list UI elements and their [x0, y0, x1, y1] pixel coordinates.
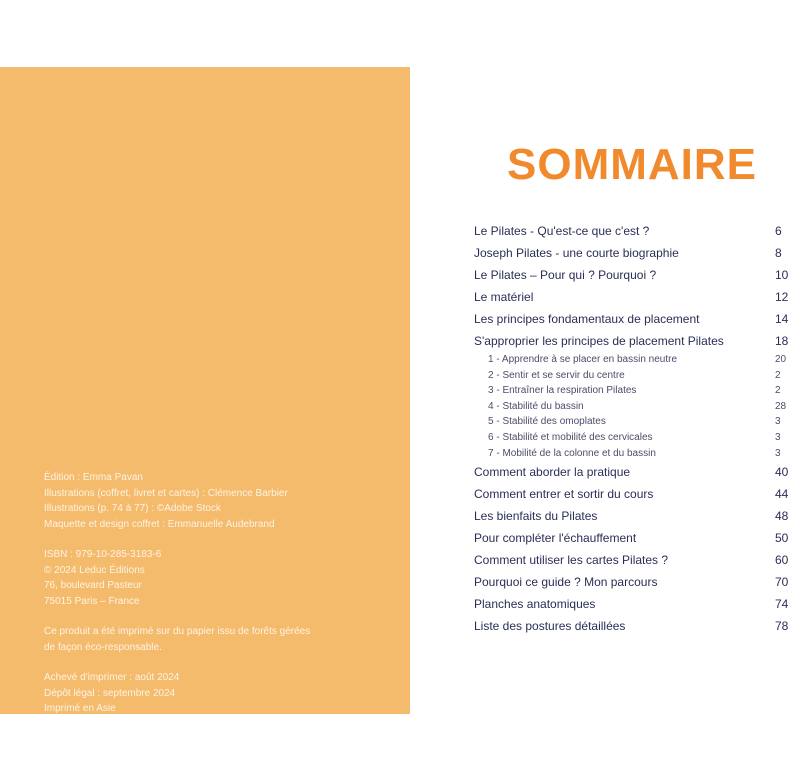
toc-subentry[interactable] [474, 430, 804, 446]
toc-entry-page: 40 [775, 465, 789, 480]
toc-entry-page: 60 [775, 553, 789, 568]
toc-entry[interactable] [474, 242, 804, 264]
publisher-line: 75015 Paris – France [44, 595, 140, 607]
toc-entry-page: 6 [775, 224, 782, 238]
toc-subentry-label: 2 - Sentir et se servir du centre [488, 369, 625, 381]
toc-subentry[interactable] [474, 399, 804, 415]
toc-subentry[interactable] [474, 352, 804, 368]
toc-subentry-page: 3 [775, 431, 781, 443]
toc-entry-page: 74 [775, 597, 789, 612]
toc-entry[interactable] [474, 264, 804, 286]
toc-entry[interactable] [474, 615, 804, 637]
eco-block [44, 624, 374, 655]
toc-subentry-page: 2 [775, 385, 781, 397]
toc-subentry-label: 7 - Mobilité de la colonne et du bassin [488, 447, 656, 459]
credit-line: Édition : Emma Pavan [44, 472, 143, 483]
toc-entry-label: Planches anatomiques [474, 597, 596, 612]
printing-block [44, 670, 374, 717]
toc-entry-label: Comment utiliser les cartes Pilates ? [474, 553, 669, 568]
toc-subentry-page: 3 [775, 416, 781, 428]
table-of-contents [474, 220, 804, 637]
toc-entry[interactable] [474, 549, 804, 571]
toc-subentry-page: 3 [775, 447, 781, 459]
toc-entry[interactable] [474, 527, 804, 549]
toc-entry-label: S'approprier les principes de placement Pilates [474, 334, 724, 348]
toc-subentry-page: 2 [775, 369, 781, 381]
toc-entry-page: 70 [775, 575, 789, 590]
toc-subentry-page: 28 [775, 400, 787, 412]
credit-line: Illustrations (p. 74 à 77) : ©Adobe Stock [44, 503, 221, 514]
credit-line: Illustrations (coffret, livret et cartes) : Clémence Barbier [44, 487, 288, 499]
printing-line: Imprimé en Asie [44, 703, 116, 714]
toc-entry-page: 78 [775, 619, 789, 634]
toc-entry-label: Les principes fondamentaux de placement [474, 312, 700, 326]
toc-entry-page: 14 [775, 312, 789, 326]
toc-title: SOMMAIRE [507, 140, 757, 189]
colophon [44, 470, 374, 732]
toc-entry[interactable] [474, 220, 804, 242]
toc-subentry-label: 1 - Apprendre à se placer en bassin neutre [488, 354, 678, 365]
toc-entry-page: 44 [775, 487, 789, 502]
publisher-line: ISBN : 979-10-285-3183-6 [44, 549, 162, 560]
toc-entry[interactable] [474, 286, 804, 308]
printing-line: Achevé d'imprimer : août 2024 [44, 672, 180, 683]
toc-entry-page: 48 [775, 509, 789, 524]
publisher-line: 76, boulevard Pasteur [44, 580, 142, 591]
toc-entry-label: Joseph Pilates - une courte biographie [474, 246, 679, 260]
toc-entry[interactable] [474, 461, 804, 483]
toc-subentry[interactable] [474, 446, 804, 462]
toc-subentry-page: 20 [775, 354, 787, 365]
publisher-block [44, 547, 374, 609]
toc-entry-label: Le Pilates – Pour qui ? Pourquoi ? [474, 268, 657, 282]
toc-subentry-label: 6 - Stabilité et mobilité des cervicales [488, 431, 653, 443]
toc-subentry[interactable] [474, 383, 804, 399]
toc-entry[interactable] [474, 330, 804, 352]
toc-entry-label: Comment aborder la pratique [474, 465, 631, 480]
toc-entry-label: Le Pilates - Qu'est-ce que c'est ? [474, 224, 650, 238]
toc-entry-label: Le matériel [474, 290, 534, 304]
toc-entry-label: Liste des postures détaillées [474, 619, 626, 634]
left-page [0, 67, 410, 714]
printing-line: Dépôt légal : septembre 2024 [44, 687, 176, 699]
toc-entry-page: 8 [775, 246, 782, 260]
toc-subentry-label: 3 - Entraîner la respiration Pilates [488, 385, 637, 397]
toc-entry[interactable] [474, 308, 804, 330]
right-page [410, 67, 789, 714]
toc-entry-label: Pourquoi ce guide ? Mon parcours [474, 575, 658, 590]
toc-subentry[interactable] [474, 368, 804, 384]
eco-line: de façon éco-responsable. [44, 641, 162, 653]
toc-subentry-label: 4 - Stabilité du bassin [488, 400, 584, 412]
credit-line: Maquette et design coffret : Emmanuelle Audebrand [44, 518, 275, 530]
toc-entry[interactable] [474, 483, 804, 505]
toc-entry-label: Pour compléter l'échauffement [474, 531, 637, 546]
toc-entry-page: 18 [775, 334, 789, 348]
toc-entry-label: Comment entrer et sortir du cours [474, 487, 654, 502]
toc-entry[interactable] [474, 571, 804, 593]
toc-subentry-label: 5 - Stabilité des omoplates [488, 416, 606, 428]
toc-entry[interactable] [474, 505, 804, 527]
toc-entry-page: 12 [775, 290, 789, 304]
credits-block [44, 470, 374, 532]
toc-entry-page: 50 [775, 531, 789, 546]
toc-entry-page: 10 [775, 268, 789, 282]
publisher-line: © 2024 Leduc Éditions [44, 564, 145, 576]
toc-subentry[interactable] [474, 414, 804, 430]
eco-line: Ce produit a été imprimé sur du papier issu de forêts gérées [44, 626, 311, 637]
toc-entry-label: Les bienfaits du Pilates [474, 509, 598, 524]
toc-entry[interactable] [474, 593, 804, 615]
